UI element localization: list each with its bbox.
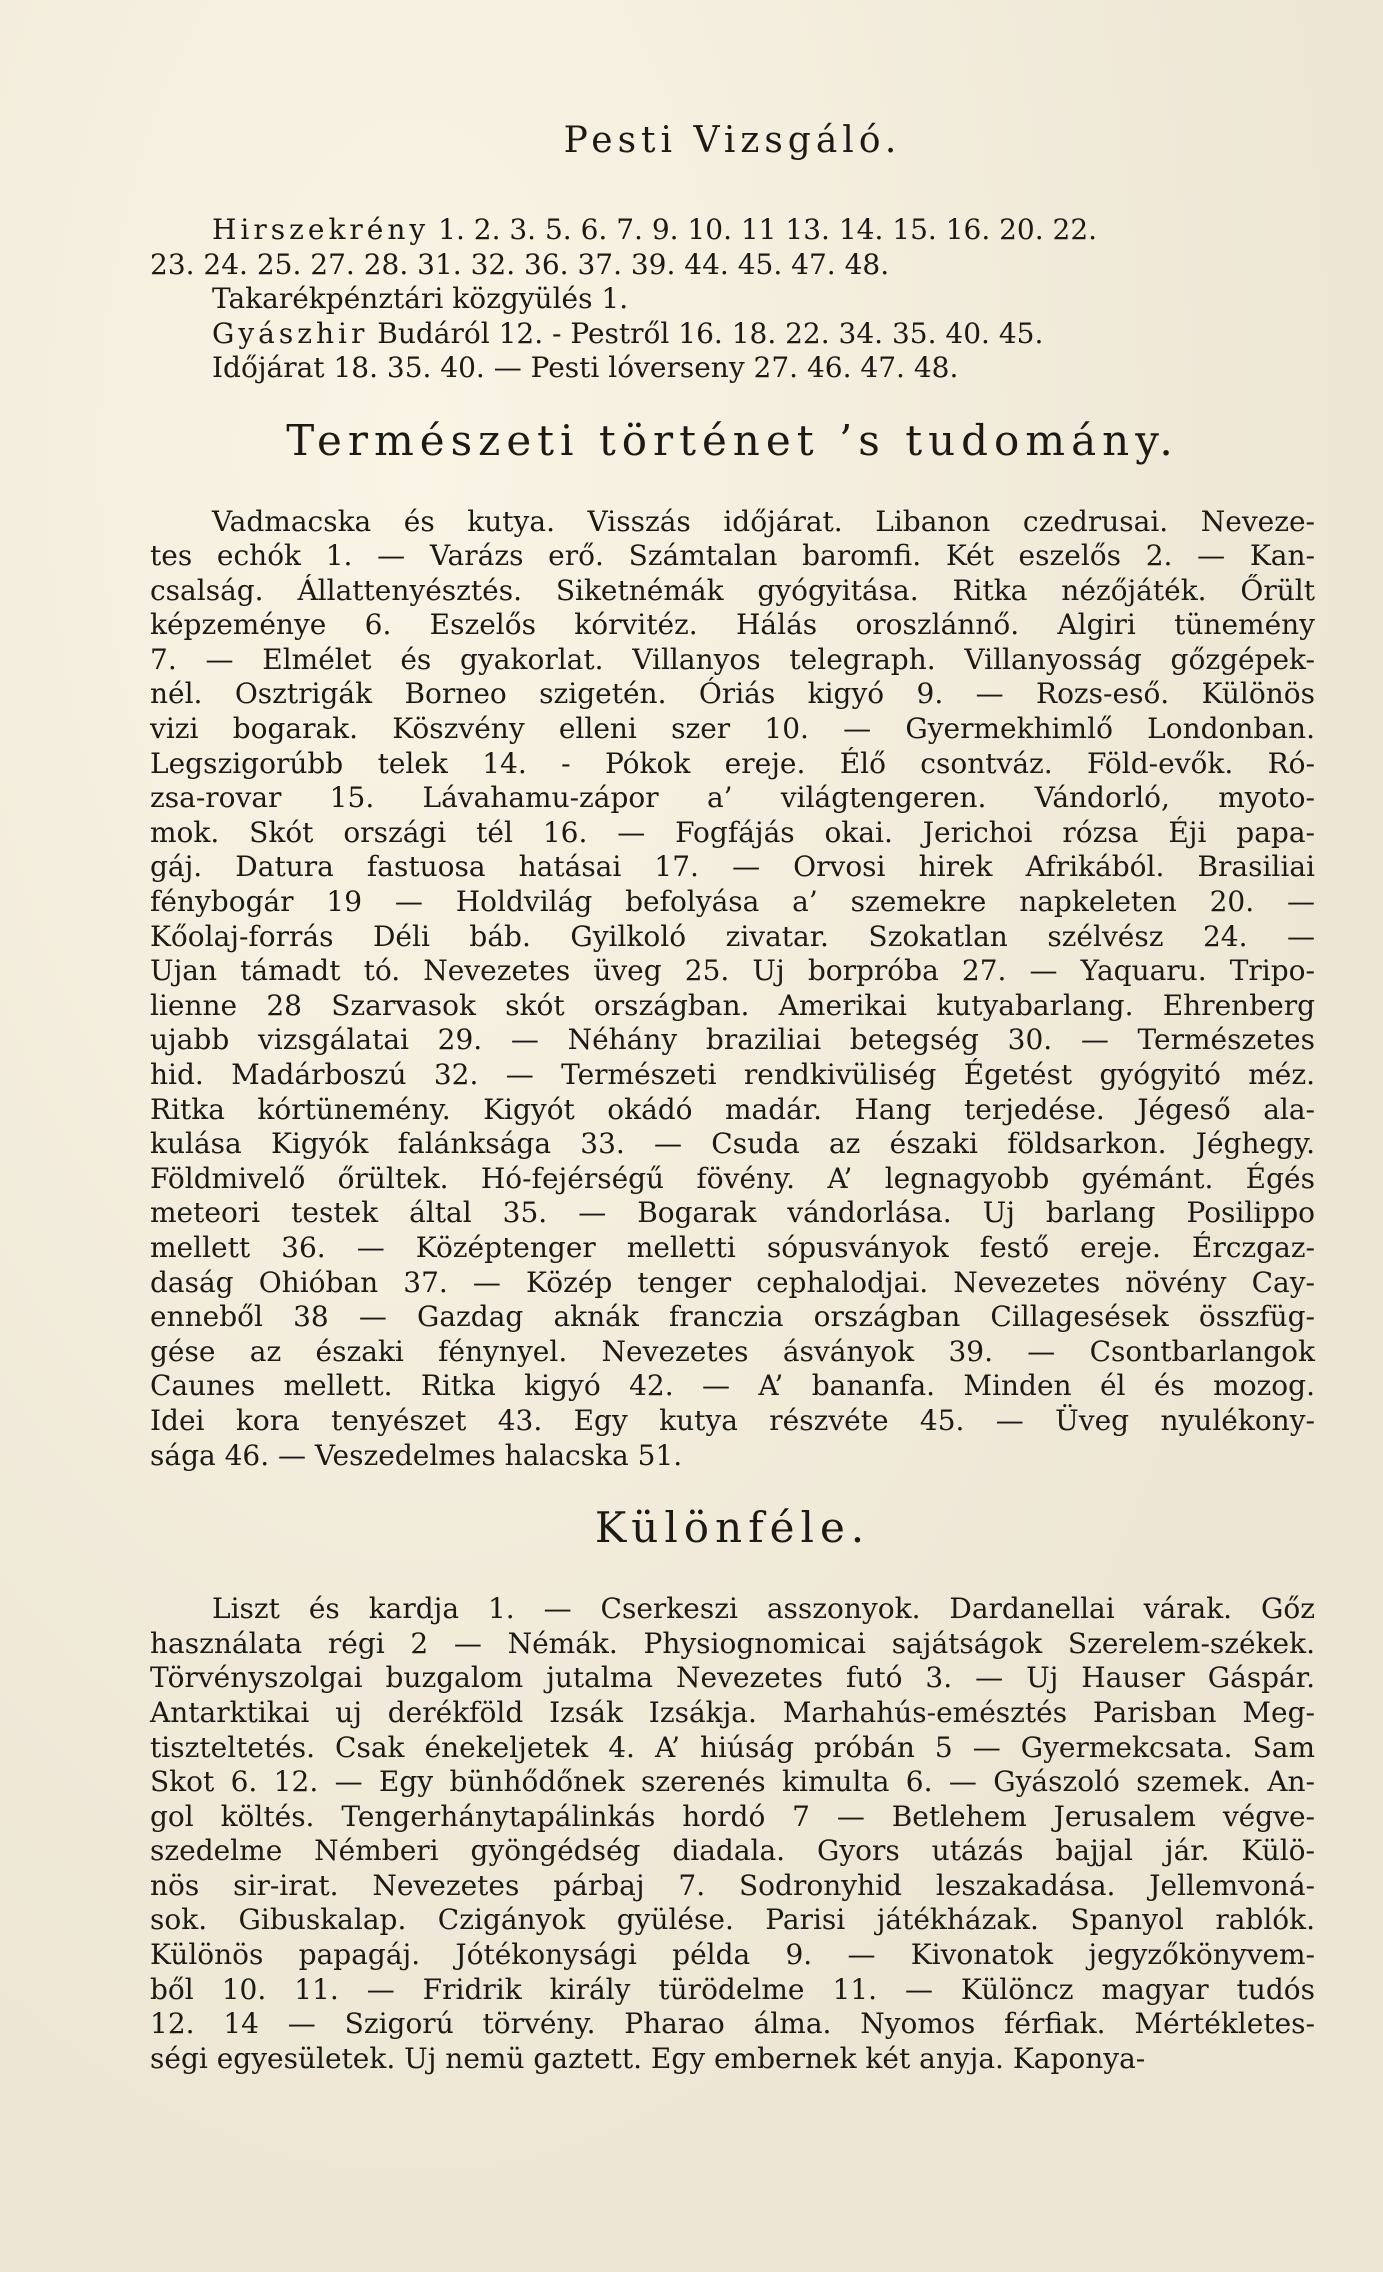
text-line: mellett 36. — Középtenger melletti sópusványok festő ereje. Érczgaz- [150, 1230, 1315, 1264]
text-line: fénybogár 19 — Holdvilág befolyása a’ szemekre napkeleten 20. — [150, 885, 1315, 919]
text-line: Antarktikai uj derékföld Izsák Izsákja. Marhahús-emésztés Parisban Meg- [150, 1695, 1315, 1729]
text-line: szedelme Némberi gyöngédség diadala. Gyors utázás bajjal jár. Külö- [150, 1834, 1315, 1868]
text-line: tiszteltetés. Csak énekeljetek 4. A’ hiúság próbán 5 — Gyermekcsata. Sam [150, 1730, 1315, 1764]
text-line: gol költés. Tengerhánytapálinkás hordó 7 — Betlehem Jerusalem végve- [150, 1799, 1315, 1833]
text-line: 7. — Elmélet és gyakorlat. Villanyos telegraph. Villanyosság gőzgépek- [150, 642, 1315, 676]
page-title: Pesti Vizsgáló. [563, 120, 902, 161]
text-line: gáj. Datura fastuosa hatásai 17. — Orvosi hirek Afrikából. Brasiliai [150, 850, 1315, 884]
text-line: képzeménye 6. Eszelős kórvitéz. Hálás oroszlánnő. Algiri tünemény [150, 608, 1315, 642]
natural-history-body [150, 505, 1315, 1474]
index-line [150, 317, 1315, 352]
text-line: ujabb vizsgálatai 29. — Néhány braziliai betegség 30. — Természetes [150, 1023, 1315, 1057]
section-title-miscellany: Különféle. [594, 1503, 871, 1553]
text-line: Kőolaj-forrás Déli báb. Gyilkoló zivatar. Szokatlan szélvész 24. — [150, 919, 1315, 953]
text-line: sága 46. — Veszedelmes halacska 51. [150, 1438, 683, 1472]
miscellany-body [150, 1592, 1315, 2076]
text-line: Ujan támadt tó. Nevezetes üveg 25. Uj borpróba 27. — Yaquaru. Tripo- [150, 954, 1315, 988]
text-line: Caunes mellett. Ritka kigyó 42. — A’ bananfa. Minden él és mozog. [150, 1369, 1315, 1403]
text-line: zsa-rovar 15. Lávahamu-zápor a’ világtengeren. Vándorló, myoto- [150, 781, 1315, 815]
index-text: Takarékpénztári közgyülés 1. [212, 282, 629, 315]
text-line: vizi bogarak. Köszvény elleni szer 10. — Gyermekhimlő Londonban. [150, 712, 1315, 746]
text-line: lienne 28 Szarvasok skót országban. Amerikai kutyabarlang. Ehrenberg [150, 988, 1315, 1022]
text-line: sok. Gibuskalap. Czigányok gyülése. Parisi játékházak. Spanyol rablók. [150, 1903, 1315, 1937]
index-lead: Gyászhir [212, 316, 369, 350]
text-line: nél. Osztrigák Borneo szigetén. Óriás kigyó 9. — Rozs-eső. Különös [150, 677, 1315, 711]
index-line [150, 213, 1315, 248]
text-line: csalság. Állattenyésztés. Siketnémák gyógyitása. Ritka nézőjáték. Őrült [150, 573, 1315, 607]
text-line: enneből 38 — Gazdag aknák franczia országban Cillagesések összfüg- [150, 1300, 1315, 1334]
text-line: daság Ohióban 37. — Közép tenger cephalodjai. Nevezetes növény Cay- [150, 1265, 1315, 1299]
index-text: 1. 2. 3. 5. 6. 7. 9. 10. 11 13. 14. 15. 16. 20. 22. [429, 213, 1098, 246]
text-line: Ritka kórtünemény. Kigyót okádó madár. Hang terjedése. Jégeső ala- [150, 1092, 1315, 1126]
text-line: nös sir-irat. Nevezetes párbaj 7. Sodronyhid leszakadása. Jellemvoná- [150, 1868, 1315, 1902]
index-text: Budáról 12. - Pestről 16. 18. 22. 34. 35. 40. 45. [368, 316, 1044, 350]
text-line: Legszigorúbb telek 14. - Pókok ereje. Élő csontváz. Föld-evők. Ró- [150, 746, 1315, 780]
text-line: Vadmacska és kutya. Visszás időjárat. Libanon czedrusai. Neveze- [212, 504, 1315, 538]
text-line: használata régi 2 — Némák. Physiognomicai sajátságok Szerelem-székek. [150, 1626, 1315, 1660]
index-text: 23. 24. 25. 27. 28. 31. 32. 36. 37. 39. 44. 45. 47. 48. [150, 247, 890, 281]
index-line [150, 351, 1315, 386]
text-line: Különös papagáj. Jótékonysági példa 9. — Kivonatok jegyzőkönyvem- [150, 1938, 1315, 1972]
text-line: Földmivelő őrültek. Hó-fejérségű fövény. A’ legnagyobb gyémánt. Égés [150, 1161, 1315, 1195]
text-line: ből 10. 11. — Fridrik király türödelme 11. — Különcz magyar tudós [150, 1972, 1315, 2006]
text-line: hid. Madárboszú 32. — Természeti rendkivüliség Égetést gyógyitó méz. [150, 1058, 1315, 1091]
text-line: tes echók 1. — Varázs erő. Számtalan baromfi. Két eszelős 2. — Kan- [150, 539, 1315, 573]
news-index [150, 213, 1315, 386]
text-line: ségi egyesületek. Uj nemü gaztett. Egy embernek két anyja. Kaponya- [150, 2041, 1146, 2075]
text-line: meteori testek által 35. — Bogarak vándorlása. Uj barlang Posilippo [150, 1196, 1315, 1230]
index-line [150, 282, 1315, 317]
text-line: Liszt és kardja 1. — Cserkeszi asszonyok. Dardanellai várak. Gőz [212, 1592, 1315, 1626]
text-line: 12. 14 — Szigorú törvény. Pharao álma. Nyomos férfiak. Mértékletes- [150, 2007, 1315, 2041]
text-line: Idei kora tenyészet 43. Egy kutya részvéte 45. — Üveg nyulékony- [150, 1403, 1315, 1437]
section-title-natural-history: Természeti történet ’s tudomány. [286, 415, 1179, 465]
index-lead: Hirszekrény [212, 213, 430, 246]
index-text: Időjárat 18. 35. 40. — Pesti lóverseny 27. 46. 47. 48. [212, 351, 959, 384]
page [150, 120, 1315, 2076]
text-line: Skot 6. 12. — Egy bünhődőnek szerenés kimulta 6. — Gyászoló szemek. An- [150, 1765, 1315, 1799]
index-line [150, 248, 1315, 283]
text-line: mok. Skót országi tél 16. — Fogfájás okai. Jerichoi rózsa Éji papa- [150, 815, 1315, 849]
text-line: kulása Kigyók falánksága 33. — Csuda az északi földsarkon. Jéghegy. [150, 1127, 1315, 1161]
text-line: gése az északi fénynyel. Nevezetes ásványok 39. — Csontbarlangok [150, 1334, 1315, 1368]
text-line: Törvényszolgai buzgalom jutalma Nevezetes futó 3. — Uj Hauser Gáspár. [150, 1661, 1315, 1695]
